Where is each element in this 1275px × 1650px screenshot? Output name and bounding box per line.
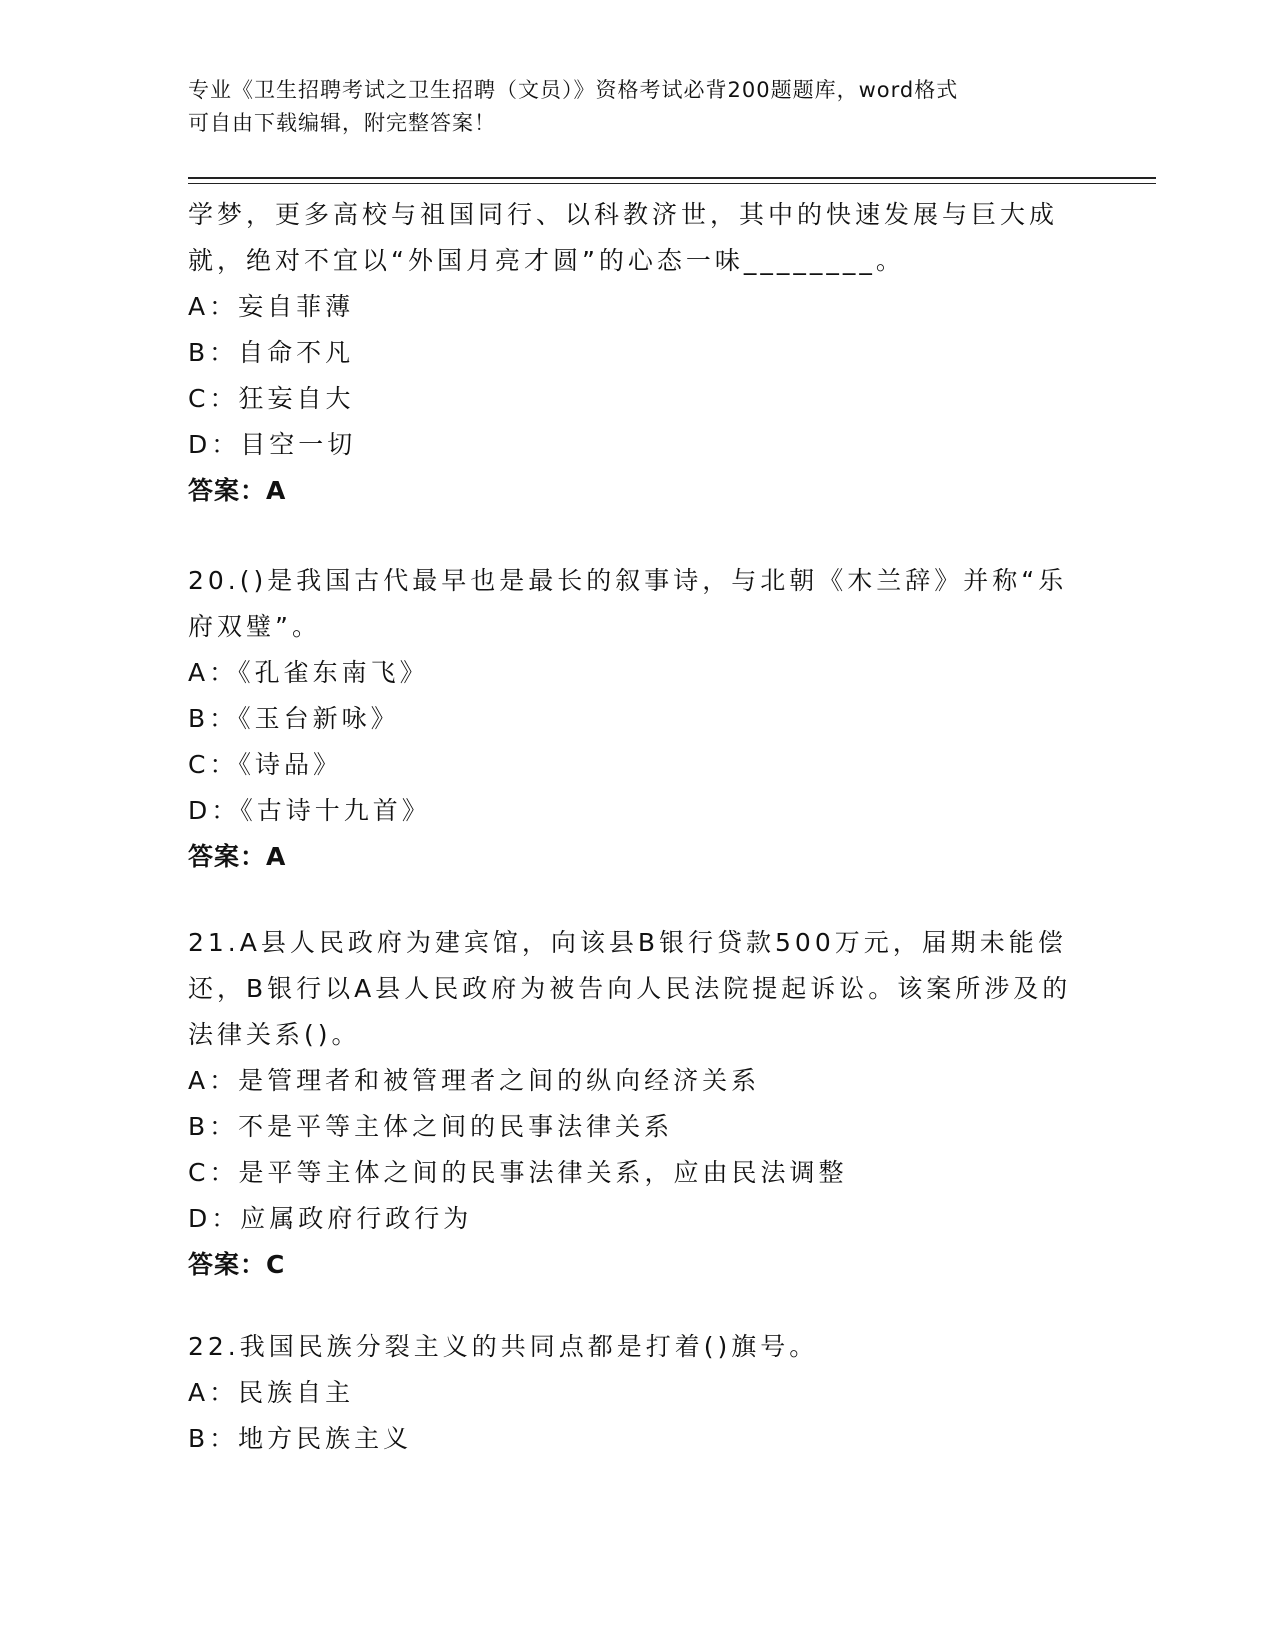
question-stem: 府双璧”。: [188, 612, 321, 641]
question-spacer: [188, 514, 1088, 558]
header-rule-thin: [188, 183, 1156, 184]
option-d: D：目空一切: [188, 430, 357, 459]
question-spacer: [188, 880, 1088, 920]
question-stem: 学梦，更多高校与祖国同行、以科教济世，其中的快速发展与巨大成: [188, 200, 1059, 229]
question-spacer: [188, 1288, 1088, 1324]
answer-label: 答案：C: [188, 1250, 286, 1279]
question-20: [188, 558, 1088, 880]
question-22: [188, 1324, 1088, 1462]
header-line-2: 可自由下载编辑，附完整答案！: [188, 111, 496, 135]
option-a: A：《孔雀东南飞》: [188, 658, 429, 687]
answer-label: 答案：A: [188, 476, 287, 505]
question-stem: 就，绝对不宜以“外国月亮才圆”的心态一味________。: [188, 246, 905, 275]
option-a: A：民族自主: [188, 1378, 355, 1407]
option-b: B：地方民族主义: [188, 1424, 413, 1453]
question-stem: 20.()是我国古代最早也是最长的叙事诗，与北朝《木兰辞》并称“乐: [188, 566, 1068, 595]
question-21: [188, 920, 1088, 1288]
option-b: B：不是平等主体之间的民事法律关系: [188, 1112, 674, 1141]
option-d: D：应属政府行政行为: [188, 1204, 473, 1233]
option-a: A：是管理者和被管理者之间的纵向经济关系: [188, 1066, 761, 1095]
question-stem: 21.A县人民政府为建宾馆，向该县B银行贷款500万元，届期未能偿: [188, 928, 1067, 957]
option-c: C：狂妄自大: [188, 384, 355, 413]
header-rule-thick: [188, 177, 1156, 179]
header-line-1: 专业《卫生招聘考试之卫生招聘（文员）》资格考试必背200题题库，word格式: [188, 78, 959, 102]
question-stem: 还，B银行以A县人民政府为被告向人民法院提起诉讼。该案所涉及的: [188, 974, 1072, 1003]
option-d: D：《古诗十九首》: [188, 796, 431, 825]
option-b: B：自命不凡: [188, 338, 355, 367]
option-c: C：《诗品》: [188, 750, 342, 779]
question-stem: 22.我国民族分裂主义的共同点都是打着()旗号。: [188, 1332, 819, 1361]
question-stem: 法律关系()。: [188, 1020, 361, 1049]
option-b: B：《玉台新咏》: [188, 704, 400, 733]
question-list: [188, 192, 1088, 1462]
question-19: [188, 192, 1088, 514]
option-a: A：妄自菲薄: [188, 292, 355, 321]
document-header: [188, 74, 1088, 140]
answer-label: 答案：A: [188, 842, 287, 871]
option-c: C：是平等主体之间的民事法律关系，应由民法调整: [188, 1158, 848, 1187]
